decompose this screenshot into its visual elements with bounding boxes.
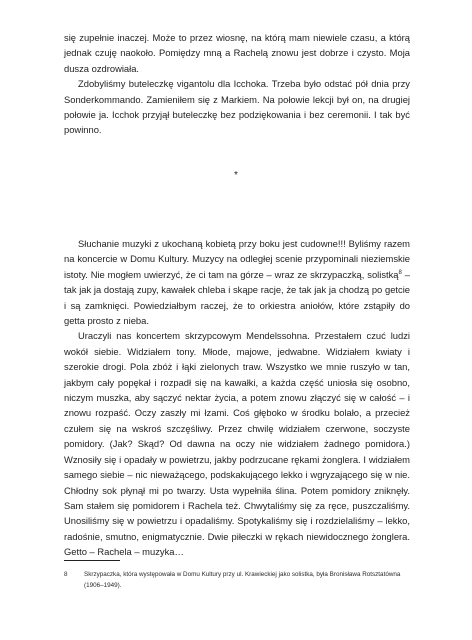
footnote-divider: [64, 560, 120, 561]
paragraph-concert-text-a: Słuchanie muzyki z ukochaną kobietą przy boku jest cudowne!!! Byliśmy razem na koncercie w Domu Kultury. Muzycy na odległej scenie przypominali nieziemskie istoty. Nie mogłem uwierzyć, że ci tam na górze – wraz ze skrzypaczką, solistką: [64, 238, 410, 280]
footnote-number: 8: [64, 571, 68, 578]
text-block-bottom: [64, 236, 410, 560]
footnote-text: Skrzypaczka, która występowała w Domu Kultury przy ul. Krawieckiej jako solistka, była Bronisława Rotsztatówna (1906–1949).: [84, 571, 401, 589]
paragraph-continued: się zupełnie inaczej. Może to przez wiosnę, na którą mam niewiele czasu, a którą jednak czuję naokoło. Pomiędzy mną a Rachelą znowu jest dobrze i czysto. Moja dusza ozdrowiała.: [64, 32, 410, 74]
paragraph-vigantol: Zdobyliśmy buteleczkę vigantolu dla Icchoka. Trzeba było odstać pół dnia przy Sonderkommando. Zamieniłem się z Markiem. Na połowie lekcji był on, na drugiej połowie ja. Icchok przyjął buteleczkę bez podziękowania i bez ceremonii. I tak być powinno.: [64, 78, 410, 136]
footnote: [64, 570, 410, 591]
paragraph-mendelssohn: Uraczyli nas koncertem skrzypcowym Mendelssohna. Przestałem czuć ludzi wokół siebie. Widziałem tony. Młode, majowe, jedwabne. Widziałem kwiaty i szerokie drogi. Pola zbóż i łąki zielonych traw. Wszystko we mnie ruszyło w tan, jakbym cały popękał i rozpadł się na kawałki, a każda część uniosła się osobno, niczym muszka, aby sączyć nektar życia, a potem znowu złączyć się w całość – i znowu rozpaść. Oczy zaszły mi łzami. Coś głęboko w środku bolało, a przecież czułem się na wskroś szczęśliwy. Przez chwilę widziałem czerwone, soczyste pomidory. (Jak? Skąd? Od dawna na oczy nie widziałem żadnego pomidora.) Wznosiły się i opadały w powietrzu, jakby podrzucane rękami żonglera. I widziałem samego siebie – nic nieważącego, podskakującego lekko i wgryzającego się w nie. Chłodny sok płynął mi po twarzy. Usta wypełniła ślina. Potem pomidory zniknęły. Sam stałem się pomidorem i Rachela też. Chwytaliśmy się za ręce, puszczaliśmy. Unosiliśmy się w powietrzu i opadaliśmy. Spotykaliśmy się i rozdzielaliśmy – lekko, radośnie, smutno, enigmatycznie. Dwie piłeczki w rękach niewidocznego żonglera. Getto – Rachela – muzyka…: [64, 330, 410, 558]
section-separator: *: [234, 170, 238, 181]
paragraph-concert-text-b: – tak jak ja dostają zupy, kawałek chleba i skąpe racje, że tak jak ja chodzą po getcie i są zamknięci. Powiedziałbym raczej, że to orkiestra aniołów, które zstąpiły do getta prosto z nieba.: [64, 268, 410, 327]
footnote-reference: 8: [398, 269, 402, 276]
paragraph-concert: [64, 236, 410, 328]
text-block-top: [64, 30, 410, 138]
